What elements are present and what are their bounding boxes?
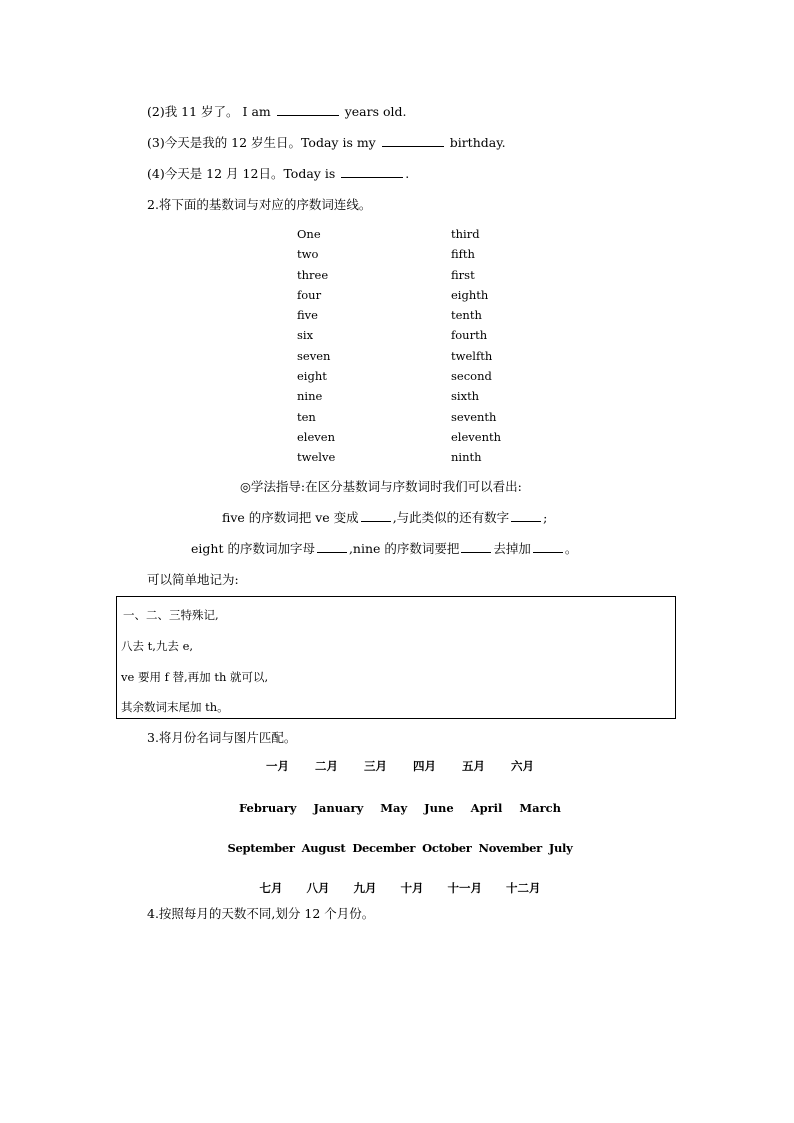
month-en[interactable]: February [238,801,297,815]
ordinal-word[interactable]: twelfth [451,348,493,363]
ordinal-word[interactable]: seventh [451,409,497,424]
blank-birthday[interactable] [382,145,444,147]
cardinal-word[interactable]: twelve [297,450,336,465]
memo-line: 八去 t,九去 e, [121,639,194,653]
month-en[interactable]: November [478,841,542,855]
month-cn[interactable]: 八月 [306,881,330,895]
q3-title: 3.将月份名词与图片匹配。 [147,730,297,745]
ordinal-column [451,224,501,468]
cardinal-word[interactable]: six [297,328,314,343]
month-en[interactable]: October [422,841,472,855]
month-cn[interactable]: 六月 [511,759,534,773]
ordinal-word[interactable]: eleventh [451,429,502,444]
memo-box [116,596,676,719]
cardinal-word[interactable]: eleven [297,429,335,444]
blank-nine-add[interactable] [533,551,563,553]
month-cn[interactable]: 三月 [364,759,387,773]
blank-date[interactable] [341,176,403,178]
month-cn[interactable]: 十一月 [447,881,482,895]
guide-line-1: five 的序数词把 ve 变成 ,与此类似的还有数字 ; [222,510,548,525]
guide-line-2: eight 的序数词加字母 ,nine 的序数词要把 去掉加 。 [191,541,578,556]
month-cn[interactable]: 二月 [315,759,338,773]
month-cn[interactable]: 十月 [400,881,424,895]
ordinal-word[interactable]: eighth [451,287,489,302]
cardinal-word[interactable]: three [297,267,329,282]
cardinal-word[interactable]: eight [297,369,327,384]
cardinal-word[interactable]: five [297,308,318,323]
month-row-chinese-2 [200,880,600,896]
q1-line-4: (4)今天是 12 月 12日。Today is . [147,166,410,181]
q2-title: 2.将下面的基数词与对应的序数词连线。 [147,197,372,212]
blank-similar[interactable] [511,520,541,522]
ordinal-word[interactable]: ninth [451,450,482,465]
cardinal-column [297,224,335,468]
memo-line: 其余数词末尾加 th。 [121,700,229,714]
guide-heading: ◎学法指导:在区分基数词与序数词时我们可以看出: [240,479,522,494]
blank-nine-remove[interactable] [461,551,491,553]
ordinal-word[interactable]: tenth [451,308,482,323]
month-en[interactable]: June [424,801,454,815]
month-cn[interactable]: 七月 [259,881,283,895]
blank-age[interactable] [277,114,339,116]
ordinal-word[interactable]: fourth [451,328,488,343]
ordinal-word[interactable]: third [451,227,480,241]
month-row-english-1 [200,801,600,815]
ordinal-word[interactable]: fifth [451,247,475,262]
month-en[interactable]: May [380,801,408,815]
q1-line-2: (2)我 11 岁了。 I am years old. [147,104,407,119]
cardinal-word[interactable]: nine [297,389,323,404]
month-en[interactable]: April [470,801,503,815]
month-en[interactable]: August [301,841,346,855]
month-en[interactable]: January [313,801,364,815]
month-cn[interactable]: 一月 [266,759,289,773]
month-cn[interactable]: 四月 [413,759,436,773]
cardinal-word[interactable]: two [297,247,319,262]
q4-title: 4.按照每月的天数不同,划分 12 个月份。 [147,906,375,921]
month-en[interactable]: December [352,841,416,855]
ordinal-word[interactable]: sixth [451,389,480,404]
cardinal-word[interactable]: One [297,227,321,241]
month-row-chinese-1 [200,758,600,774]
month-cn[interactable]: 九月 [353,881,377,895]
month-en[interactable]: September [227,841,295,855]
ordinal-word[interactable]: first [451,267,475,282]
ordinal-word[interactable]: second [451,369,492,384]
q1-line-3: (3)今天是我的 12 岁生日。Today is my birthday. [147,135,506,150]
cardinal-word[interactable]: seven [297,348,331,363]
month-en[interactable]: March [519,801,562,815]
memo-line: 一、二、三特殊记, [123,608,219,622]
month-cn[interactable]: 十二月 [506,881,541,895]
blank-five[interactable] [361,520,391,522]
memo-intro: 可以简单地记为: [147,572,239,587]
month-cn[interactable]: 五月 [462,759,485,773]
month-en[interactable]: July [548,841,573,855]
month-row-english-2 [200,841,600,855]
blank-eight[interactable] [317,551,347,553]
cardinal-word[interactable]: four [297,287,322,302]
cardinal-word[interactable]: ten [297,409,316,424]
memo-line: ve 要用 f 替,再加 th 就可以, [121,670,269,684]
